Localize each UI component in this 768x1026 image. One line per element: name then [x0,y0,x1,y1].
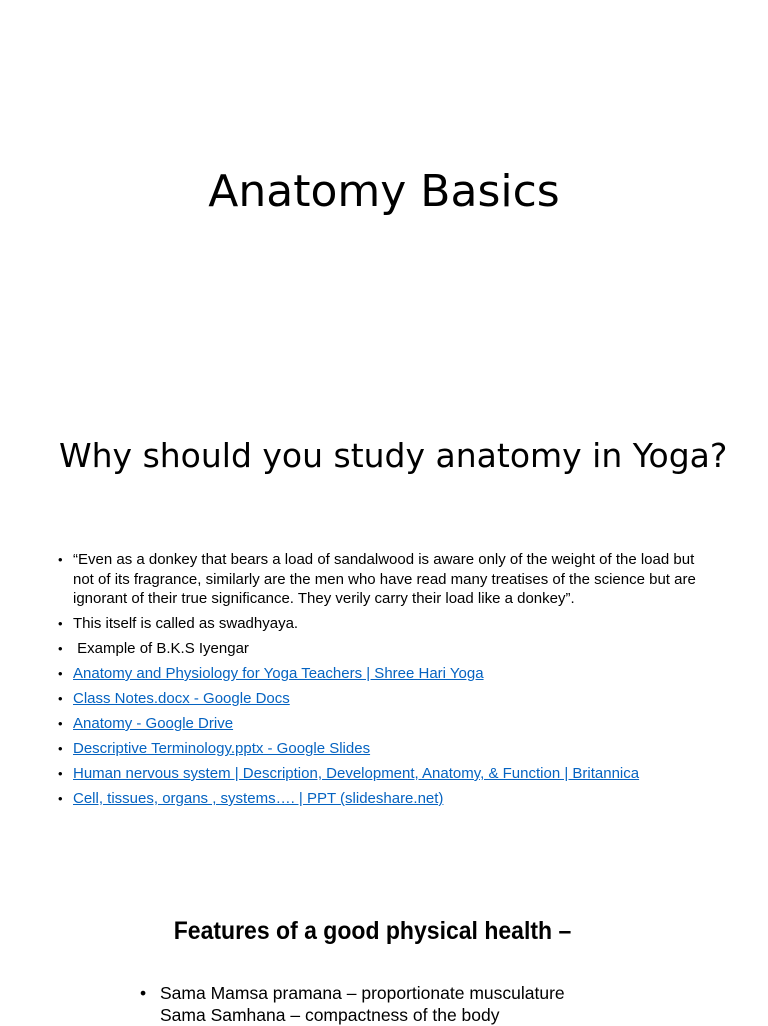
list-item [58,789,708,809]
bullet-icon: • [58,766,63,781]
bullet-icon: • [58,552,63,567]
bullet-icon: • [58,741,63,756]
feature-text: Sama Samhana – compactness of the body [160,1005,500,1025]
slide-heading: Why should you study anatomy in Yoga? [59,436,728,475]
link-human-nervous-system[interactable]: Human nervous system | Description, Development, Anatomy, & Function | Britannica [73,765,640,782]
bullet-icon: • [58,616,63,631]
link-class-notes[interactable]: Class Notes.docx - Google Docs [73,690,290,707]
slide-title: Anatomy Basics [208,166,560,217]
list-item [58,764,708,784]
list-item [58,689,708,709]
bullet-icon: • [58,666,63,681]
list-item [58,714,708,734]
feature-text: Sama Mamsa pramana – proportionate musculature [160,983,565,1003]
bullet-list [58,550,708,814]
link-cell-tissues-organs[interactable]: Cell, tissues, organs , systems…. | PPT (slideshare.net) [73,790,444,807]
bullet-icon: • [58,716,63,731]
link-anatomy-google-drive[interactable]: Anatomy - Google Drive [73,715,234,732]
list-item [140,1004,700,1026]
bullet-icon: • [140,983,147,1003]
bullet-text: This itself is called as swadhyaya. [73,615,299,632]
list-item [140,982,700,1004]
list-item [58,664,708,684]
list-item [58,550,708,609]
bullet-text: Example of B.K.S Iyengar [73,640,249,657]
bullet-icon: • [58,691,63,706]
features-heading: Features of a good physical health – [173,917,572,945]
bullet-icon: • [58,641,63,656]
features-list [140,982,700,1026]
bullet-text: “Even as a donkey that bears a load of sandalwood is aware only of the weight of the load but not of its fragrance, similarly are the men who have read many treatises of the science but are ignorant of their true significance. They verily carry their load like a donkey”. [73,551,696,607]
link-anatomy-physiology-yoga-teachers[interactable]: Anatomy and Physiology for Yoga Teachers | Shree Hari Yoga [73,665,484,682]
bullet-icon: • [58,791,63,806]
list-item [58,739,708,759]
list-item [58,639,708,659]
link-descriptive-terminology[interactable]: Descriptive Terminology.pptx - Google Slides [73,740,371,757]
list-item [58,614,708,634]
